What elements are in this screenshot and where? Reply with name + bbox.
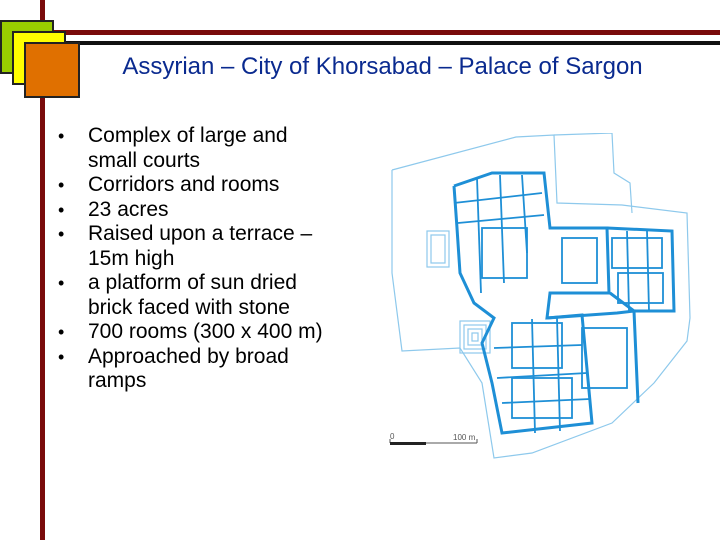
frame-top-line (40, 30, 720, 35)
bullet-item: • Approached by broad ramps (56, 345, 341, 394)
decor-square-orange (24, 42, 80, 98)
slide-title: Assyrian – City of Khorsabad – Palace of Sargon (122, 53, 643, 80)
bullet-list (56, 124, 341, 394)
bullet-item: • 23 acres (56, 198, 341, 223)
frame-bottom-line (40, 41, 720, 45)
bullet-item: • Complex of large and small courts (56, 124, 341, 173)
palace-plan-figure (382, 133, 702, 460)
plan-scale-bar (390, 432, 477, 445)
scale-label-start: 0 (390, 432, 395, 441)
bullet-item: • Corridors and rooms (56, 173, 341, 198)
bullet-item: • 700 rooms (300 x 400 m) (56, 320, 341, 345)
bullet-item: • a platform of sun dried brick faced with stone (56, 271, 341, 320)
scale-label-end: 100 m (453, 433, 476, 442)
palace-plan-drawing (382, 133, 702, 460)
bullet-item: • Raised upon a terrace – 15m high (56, 222, 341, 271)
